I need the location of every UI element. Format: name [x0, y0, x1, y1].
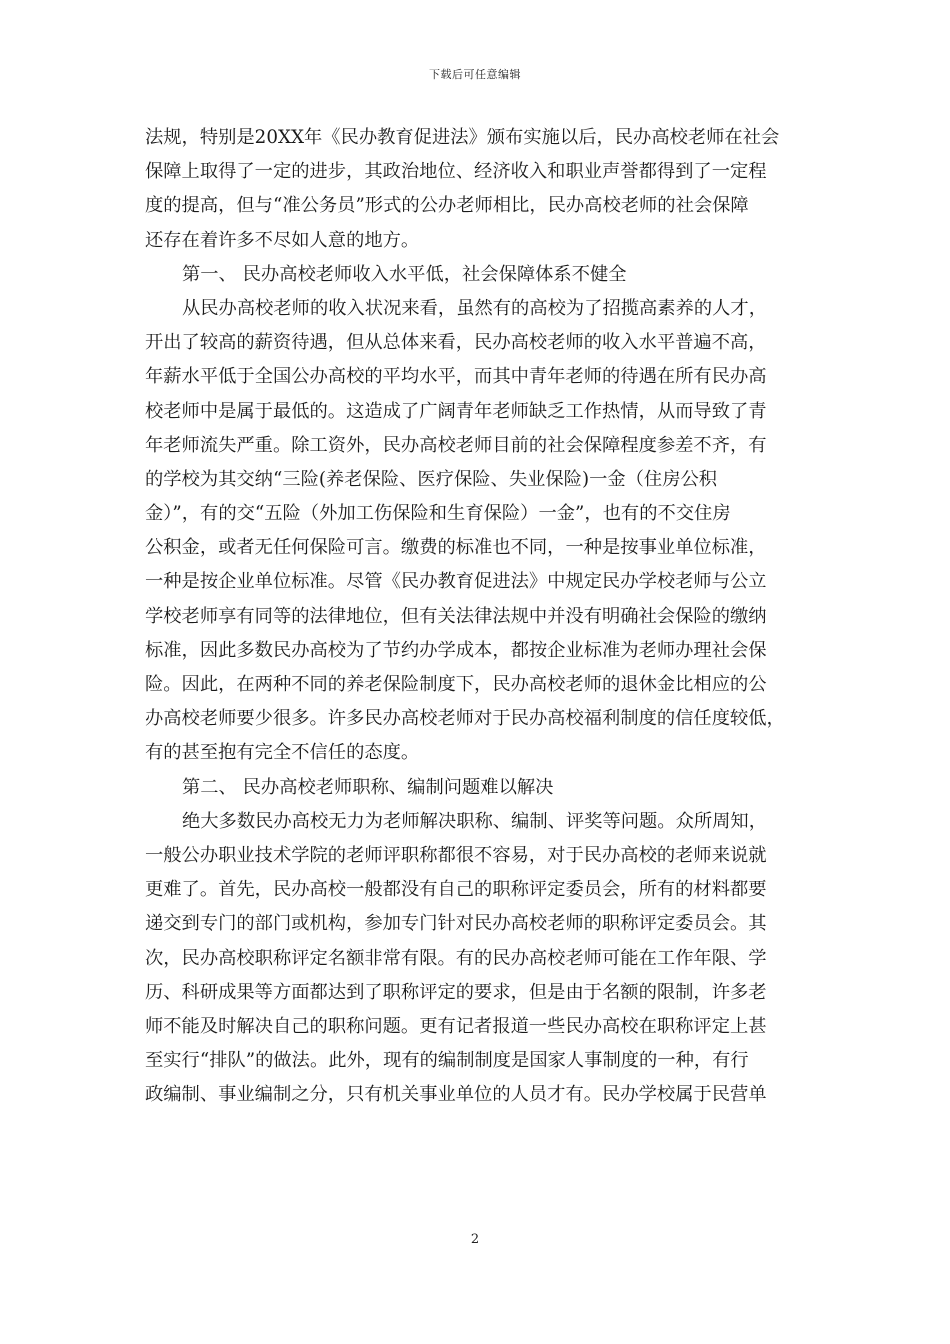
text-line: 标准，因此多数民办高校为了节约办学成本，都按企业标准为老师办理社会保: [145, 639, 767, 661]
text-line: 一种是按企业单位标准。尽管《民办教育促进法》中规定民办学校老师与公立: [145, 571, 767, 593]
text-line: 度的提高，但与“准公务员”形式的公办老师相比，民办高校老师的社会保障: [145, 195, 749, 217]
text-line: 政编制、事业编制之分，只有机关事业单位的人员才有。民办学校属于民营单: [145, 1084, 767, 1106]
text-line: 更难了。首先，民办高校一般都没有自己的职称评定委员会，所有的材料都要: [145, 879, 767, 901]
text-line: 校老师中是属于最低的。这造成了广阔青年老师缺乏工作热情，从而导致了青: [145, 400, 767, 422]
text-line: 年老师流失严重。除工资外，民办高校老师目前的社会保障程度参差不齐，有: [145, 434, 767, 456]
text-line: 次，民办高校职称评定名额非常有限。有的民办高校老师可能在工作年限、学: [145, 947, 767, 969]
text-line: 公积金，或者无任何保险可言。缴费的标准也不同，一种是按事业单位标准，: [145, 537, 767, 559]
text-line: 险。因此，在两种不同的养老保险制度下，民办高校老师的退休金比相应的公: [145, 674, 767, 695]
text-line: 第一、 民办高校老师收入水平低，社会保障体系不健全: [182, 263, 627, 285]
text-line: 年薪水平低于全国公办高校的平均水平，而其中青年老师的待遇在所有民办高: [145, 366, 767, 388]
text-line: 有的甚至抱有完全不信任的态度。: [145, 742, 420, 764]
text-line: 学校老师享有同等的法律地位，但有关法律法规中并没有明确社会保险的缴纳: [145, 605, 767, 627]
page-header-note: 下载后可任意编辑: [429, 68, 521, 81]
text-line: 办高校老师要少很多。许多民办高校老师对于民办高校福利制度的信任度较低，: [145, 708, 785, 730]
text-line: 开出了较高的薪资待遇，但从总体来看，民办高校老师的收入水平普遍不高，: [145, 332, 767, 354]
text-line: 的学校为其交纳“三险(养老保险、医疗保险、失业保险)一金（住房公积: [145, 468, 718, 490]
text-line: 金）”，有的交“五险（外加工伤保险和生育保险）一金”，也有的不交住房: [145, 503, 731, 525]
text-line: 第二、 民办高校老师职称、编制问题难以解决: [182, 776, 554, 798]
document-body: [145, 121, 807, 1112]
text-line: 绝大多数民办高校无力为老师解决职称、编制、评奖等问题。众所周知，: [182, 810, 767, 832]
text-line: 还存在着许多不尽如人意的地方。: [145, 229, 420, 251]
text-line: 一般公办职业技术学院的老师评职称都很不容易，对于民办高校的老师来说就: [145, 844, 767, 866]
text-line: 师不能及时解决自己的职称问题。更有记者报道一些民办高校在职称评定上甚: [145, 1015, 767, 1037]
text-line: 递交到专门的部门或机构，参加专门针对民办高校老师的职称评定委员会。其: [145, 913, 767, 935]
text-line: 保障上取得了一定的进步，其政治地位、经济收入和职业声誉都得到了一定程: [145, 161, 767, 183]
page-number: 2: [470, 1232, 480, 1247]
text-line: 历、科研成果等方面都达到了职称评定的要求，但是由于名额的限制，许多老: [145, 981, 767, 1003]
text-line: 从民办高校老师的收入状况来看，虽然有的高校为了招揽高素养的人才，: [182, 297, 767, 319]
text-line: 法规，特别是20XX年《民办教育促进法》颁布实施以后，民办高校老师在社会: [145, 127, 780, 148]
text-line: 至实行“排队”的做法。此外，现有的编制制度是国家人事制度的一种，有行: [145, 1050, 749, 1072]
